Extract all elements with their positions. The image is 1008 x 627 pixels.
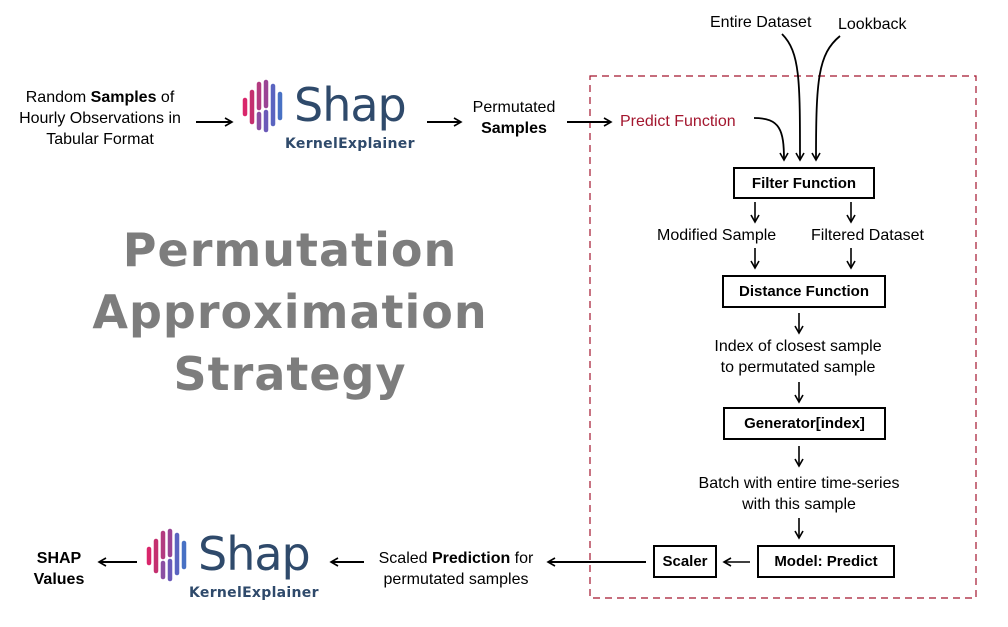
arrow-lookback-to-filter [816,36,840,160]
shap-values-output: SHAP Values [33,550,85,588]
input-description: Random Samples of Hourly Observations in Tabular Format [19,89,181,148]
filter-function-box: Filter Function [733,167,875,199]
scaler-box: Scaler [653,545,717,578]
shap-logo-word: Shap [294,78,406,132]
shap-logo-bottom [144,525,324,605]
scaled-prediction-label: Scaled Prediction for permutated samples [378,550,534,588]
distance-function-box: Distance Function [722,275,886,308]
predict-function-label: Predict Function [620,113,736,130]
arrow-predict-to-filter [754,118,784,160]
batch-label: Batch with entire time-series with this sample [698,475,900,513]
model-predict-box: Model: Predict [757,545,895,578]
strategy-title: Permutation Approximation Strategy [92,223,488,401]
shap-logo-top [240,76,420,156]
shap-bars-icon [144,527,204,583]
modified-sample-label: Modified Sample [657,227,777,244]
permutated-samples: Permutated Samples [472,99,556,137]
lookback-label: Lookback [838,16,907,33]
shap-logo-subtitle: KernelExplainer [285,136,415,152]
shap-logo-subtitle: KernelExplainer [189,585,319,601]
filtered-dataset-label: Filtered Dataset [811,227,924,244]
index-closest-label: Index of closest sample to permutated sample [714,338,882,376]
generator-box: Generator[index] [723,407,886,440]
shap-bars-icon [240,78,300,134]
entire-dataset-label: Entire Dataset [710,14,812,31]
shap-logo-word: Shap [198,527,310,581]
arrow-dataset-to-filter [782,34,800,160]
